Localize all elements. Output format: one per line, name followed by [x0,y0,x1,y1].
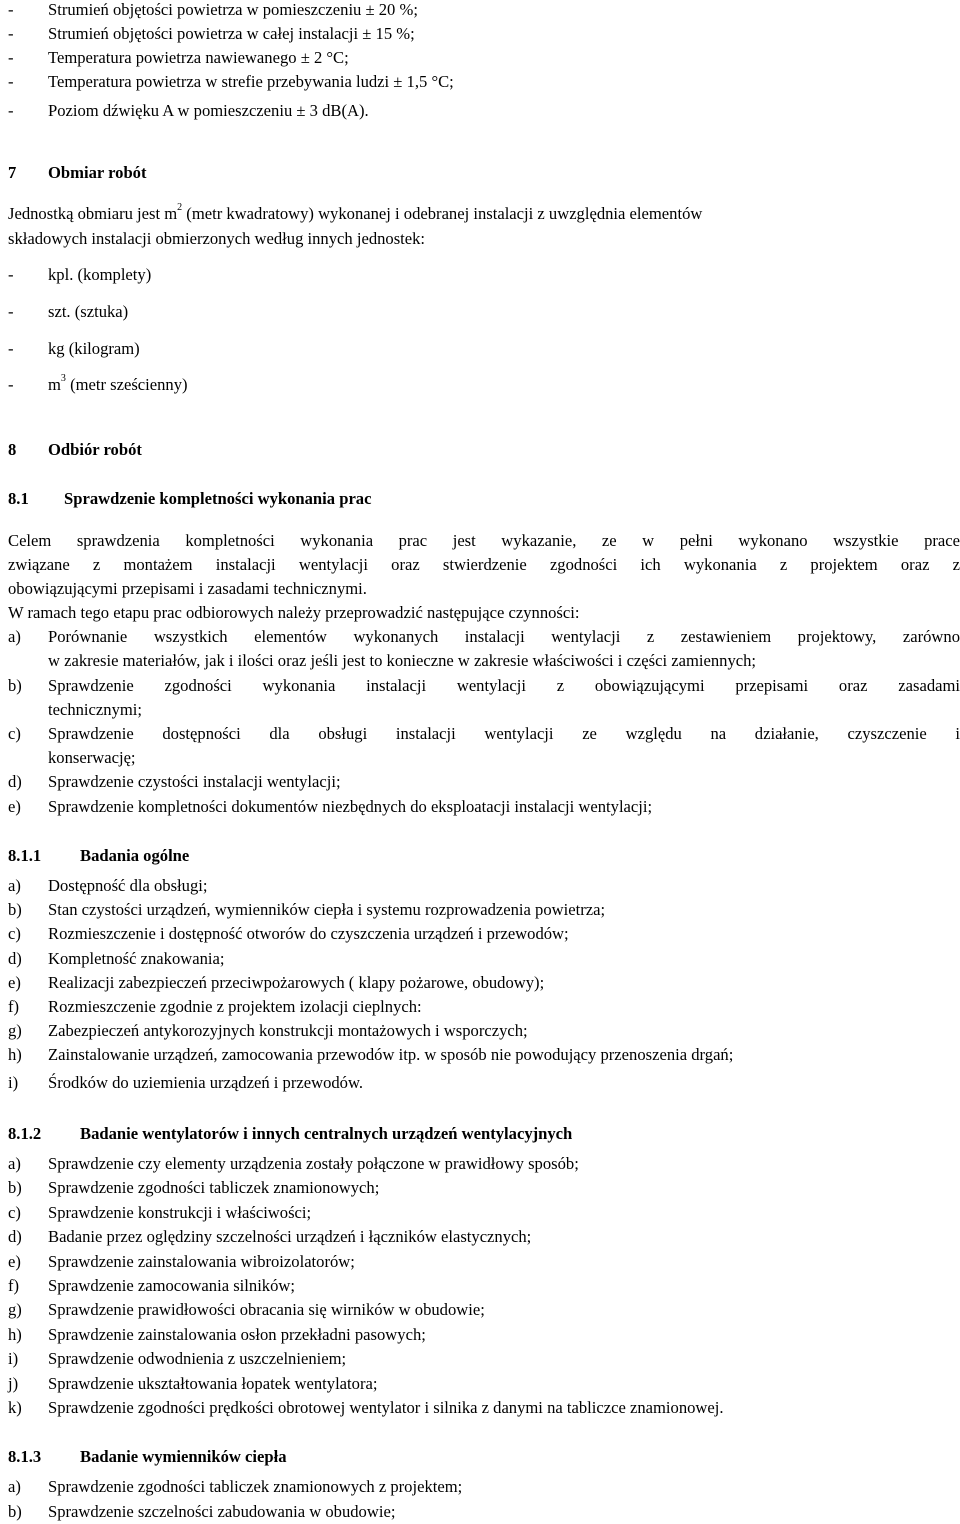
list-marker: c) [8,924,21,944]
list-item-text: Sprawdzenie szczelności zabudowania w obudowie; [48,1501,396,1521]
list-item-text: Badanie przez oględziny szczelności urządzeń i łączników elastycznych; [48,1227,532,1247]
list-marker: h) [8,1045,22,1065]
section-title: Badanie wentylatorów i innych centralnych urządzeń wentylacyjnych [80,1124,573,1143]
list-marker: a) [8,1154,21,1173]
list-marker: h) [8,1324,22,1344]
unit-text: kpl. (komplety) [48,265,152,284]
list-marker: a) [8,1477,21,1496]
list-item-text: Kompletność znakowania; [48,948,225,968]
list-item-text: Sprawdzenie odwodnienia z uszczelnieniem; [48,1349,347,1369]
list-marker: e) [8,1251,21,1271]
list-item-text: Sprawdzenie prawidłowości obracania się wirników w obudowie; [48,1300,485,1320]
dash-marker: - [8,24,14,43]
dash-marker: - [8,101,14,120]
list-marker: c) [8,1202,21,1222]
list-item-text: Dostępność dla obsługi; [48,876,208,895]
list-item-text: Strumień objętości powietrza w całej instalacji ± 15 %; [48,24,415,43]
dash-marker: - [8,48,14,67]
list-item-text: Sprawdzenie zamocowania silników; [48,1276,295,1295]
unit-text: $m^3$ (metr sześcienny) [48,373,188,394]
list-item-text: Sprawdzenie zainstalowania wibroizolatorów; [48,1251,355,1271]
dash-marker: - [8,302,14,321]
list-marker: c) [8,724,21,743]
section-title: Odbiór robót [48,440,142,459]
superscript: 2 [177,202,183,214]
superscript: 3 [60,373,66,385]
list-item-text: Temperatura powietrza nawiewanego ± 2 °C; [48,48,349,67]
list-item-text: Sprawdzenie zgodności tabliczek znamionowych z projektem; [48,1477,463,1496]
list-marker: i) [8,1349,19,1369]
section-title: Sprawdzenie kompletności wykonania prac [64,489,372,508]
list-marker: d) [8,948,22,968]
list-item-text: Temperatura powietrza w strefie przebywania ludzi ± 1,5 °C; [48,72,454,91]
list-marker: e) [8,972,21,992]
list-marker: f) [8,1276,20,1295]
list-item-text: Realizacji zabezpieczeń przeciwpożarowych ( klapy pożarowe, obudowy); [48,972,545,992]
dash-marker: - [8,265,14,284]
list-marker: d) [8,772,22,791]
section-title: Obmiar robót [48,163,147,182]
list-item-text: Rozmieszczenie zgodnie z projektem izolacji cieplnych: [48,997,422,1016]
list-item-text: Środków do uziemienia urządzeń i przewodów. [48,1072,364,1092]
list-marker: b) [8,1178,22,1198]
list-item-text: Stan czystości urządzeń, wymienników ciepła i systemu rozprowadzenia powietrza; [48,900,606,920]
section-number: 8.1.3 [8,1447,42,1466]
section-number: 8 [8,440,17,459]
list-marker: d) [8,1227,22,1247]
list-marker: f) [8,997,20,1016]
section-number: 8.1.1 [8,846,42,865]
list-marker: a) [8,876,21,895]
list-marker: k) [8,1398,22,1417]
list-item-text: Sprawdzenie zainstalowania osłon przekładni pasowych; [48,1324,426,1344]
list-marker: e) [8,797,21,816]
section-number: 7 [8,163,17,182]
section-title: Badanie wymienników ciepła [80,1447,287,1466]
list-item-text: Sprawdzenie czy elementy urządzenia zostały połączone w prawidłowy sposób; [48,1154,579,1173]
list-marker: g) [8,1300,22,1320]
section-number: 8.1.2 [8,1124,42,1143]
list-marker: b) [8,900,22,920]
dash-marker: - [8,339,14,358]
list-marker: a) [8,627,21,646]
list-marker: b) [8,676,22,695]
list-item-text: Sprawdzenie ukształtowania łopatek wentylatora; [48,1373,378,1393]
section-number: 8.1 [8,489,29,508]
list-item-text: Zainstalowanie urządzeń, zamocowania przewodów itp. w sposób nie powodujący przenoszenia drgań; [48,1045,734,1065]
list-marker: i) [8,1072,19,1092]
list-item-text: Zabezpieczeń antykorozyjnych konstrukcji montażowych i wsporczych; [48,1021,528,1041]
list-item-text: Sprawdzenie zgodności prędkości obrotowej wentylator i silnika z danymi na tabliczce znamionowej. [48,1398,724,1417]
list-item-text: Sprawdzenie zgodności tabliczek znamionowych; [48,1178,380,1198]
list-item-text: Sprawdzenie konstrukcji i właściwości; [48,1202,312,1222]
unit-text: kg (kilogram) [48,339,140,358]
list-item-text: Rozmieszczenie i dostępność otworów do czyszczenia urządzeń i przewodów; [48,924,569,944]
dash-marker: - [8,0,14,19]
list-item-text: Strumień objętości powietrza w pomieszczeniu ± 20 %; [48,0,418,19]
unit-text: szt. (sztuka) [48,302,129,321]
dash-marker: - [8,72,14,91]
list-marker: b) [8,1501,22,1521]
section-title: Badania ogólne [80,846,190,865]
dash-marker: - [8,375,14,394]
list-item-text: Poziom dźwięku A w pomieszczeniu ± 3 dB(A). [48,101,369,120]
list-marker: g) [8,1021,22,1041]
list-marker: j) [8,1373,19,1393]
